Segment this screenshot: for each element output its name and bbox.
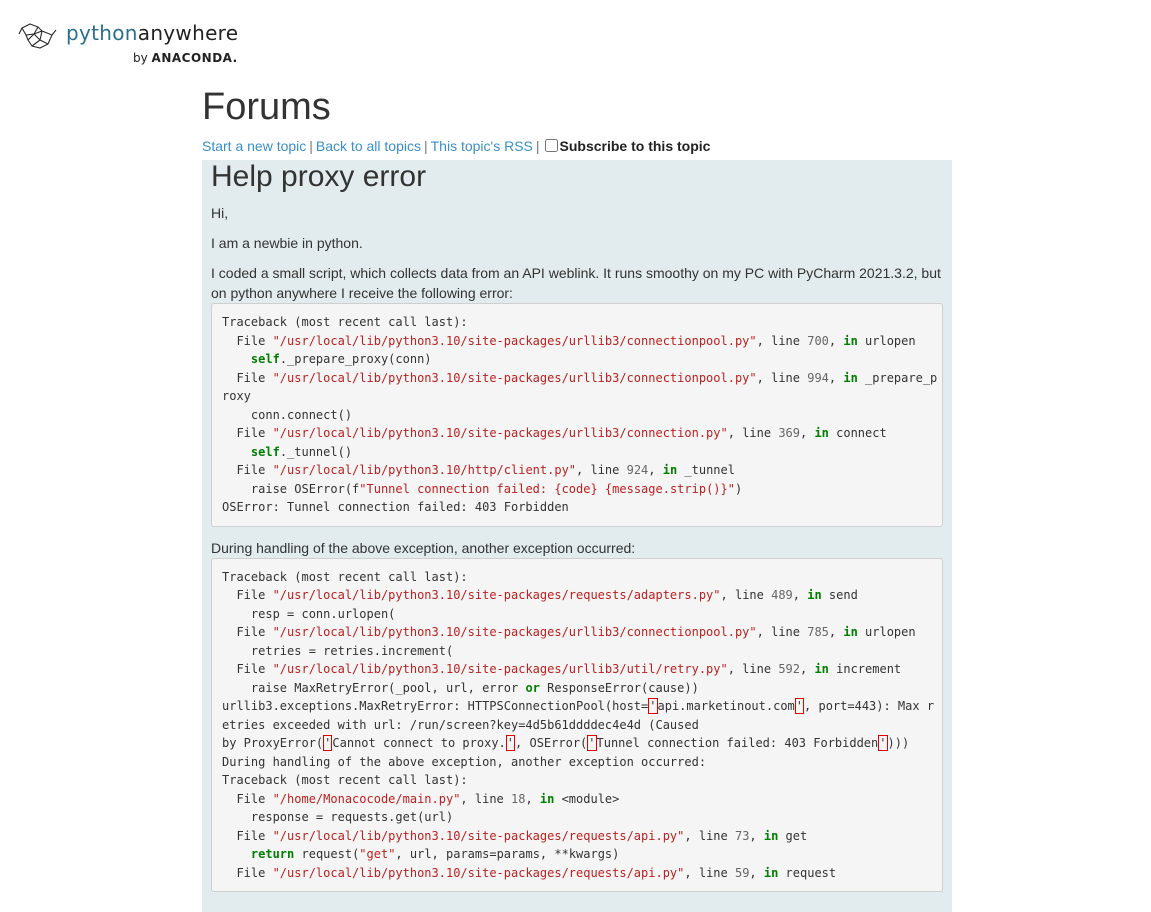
- code-line: Traceback (most recent call last):: [222, 315, 468, 329]
- topic-actions: [202, 136, 952, 156]
- logo-name-anywhere: anywhere: [137, 21, 239, 45]
- python-snake-logo-icon: [18, 22, 58, 52]
- code-line: Traceback (most recent call last):: [222, 773, 468, 787]
- post-between-text: During handling of the above exception, another exception occurred:: [211, 539, 636, 556]
- traceback-code-block-1: Traceback (most recent call last): File "/usr/local/lib/python3.10/site-packages/urllib3/connectionpool.py", line 700, in urlopen self._prepare_proxy(conn) File "/usr/local/lib/python3.10/site-packages/urllib3/connectionpool.py", line 994, in _prepare_p roxy conn.connect() File "/usr/local/lib/python3.10/site-packages/urllib3/connection.py", line 369, in connect self._tunnel() File "/usr/local/lib/python3.10/http/client.py", line 924, in _tunnel raise OSError(f"Tunnel connection failed: {code} {message.strip()}") OSError: Tunnel connection failed: 403 Forbidden: [211, 303, 943, 527]
- post-intro: I am a newbie in python.: [211, 235, 363, 251]
- separator: |: [423, 138, 428, 154]
- logo-by-label: by: [133, 51, 148, 65]
- forum-post: [202, 160, 952, 912]
- post-greeting: Hi,: [211, 205, 229, 221]
- forum-container: [202, 84, 952, 912]
- post-description: I coded a small script, which collects data from an API weblink. It runs smoothy on my PC with PyCharm 2021.3.2, but on python anywhere I receive the following error:: [211, 265, 941, 301]
- topic-rss-link[interactable]: This topic's RSS: [430, 138, 533, 154]
- code-line: OSError: Tunnel connection failed: 403 Forbidden: [222, 500, 569, 514]
- separator: |: [309, 138, 313, 154]
- topic-title: Help proxy error: [211, 160, 427, 193]
- code-line: "/usr/local/lib/python3.10/site-packages/urllib3/connectionpool.py": [272, 333, 757, 348]
- logo-name-python: python: [66, 21, 138, 45]
- traceback-code-block-2: Traceback (most recent call last): File "/usr/local/lib/python3.10/site-packages/requests/adapters.py", line 489, in send resp = conn.urlopen( File "/usr/local/lib/python3.10/site-packages/urllib3/connectionpool.py", line 785, in urlopen retries = retries.increment( File "/usr/local/lib/python3.10/site-packages/urllib3/util/retry.py", line 592, in increment raise MaxRetryError(_pool, url, error or ResponseError(cause)) urllib3.exceptions.MaxRetryError: HTTPSConnectionPool(host='api.marketinout.com', port=443): Max r etries exceeded with url: /run/screen?key=4d5b61ddddec4e4d (Caused by ProxyError('Cannot connect to proxy.', OSError('Tunnel connection failed: 403 Forbidden'))) During handling of the above exception, another exception occurred: Traceback (most recent call last): File "/home/Monacocode/main.py", line 18, in <module> response = requests.get(url) File "/usr/local/lib/python3.10/site-packages/requests/api.py", line 73, in get return request("get", url, params=params, **kwargs) File "/usr/local/lib/python3.10/site-packages/requests/api.py", line 59, in request: [211, 558, 943, 893]
- separator: |: [535, 138, 540, 154]
- start-new-topic-link[interactable]: Start a new topic: [202, 138, 307, 154]
- subscribe-label[interactable]: Subscribe to this topic: [559, 138, 711, 154]
- code-line: During handling of the above exception, another exception occurred:: [222, 754, 707, 769]
- page-title: Forums: [202, 86, 331, 128]
- code-line: Traceback (most recent call last):: [222, 569, 468, 584]
- pythonanywhere-logo[interactable]: [18, 20, 248, 70]
- subscribe-checkbox[interactable]: [545, 139, 558, 152]
- logo-company: ANACONDA.: [151, 51, 238, 65]
- back-to-topics-link[interactable]: Back to all topics: [315, 138, 421, 154]
